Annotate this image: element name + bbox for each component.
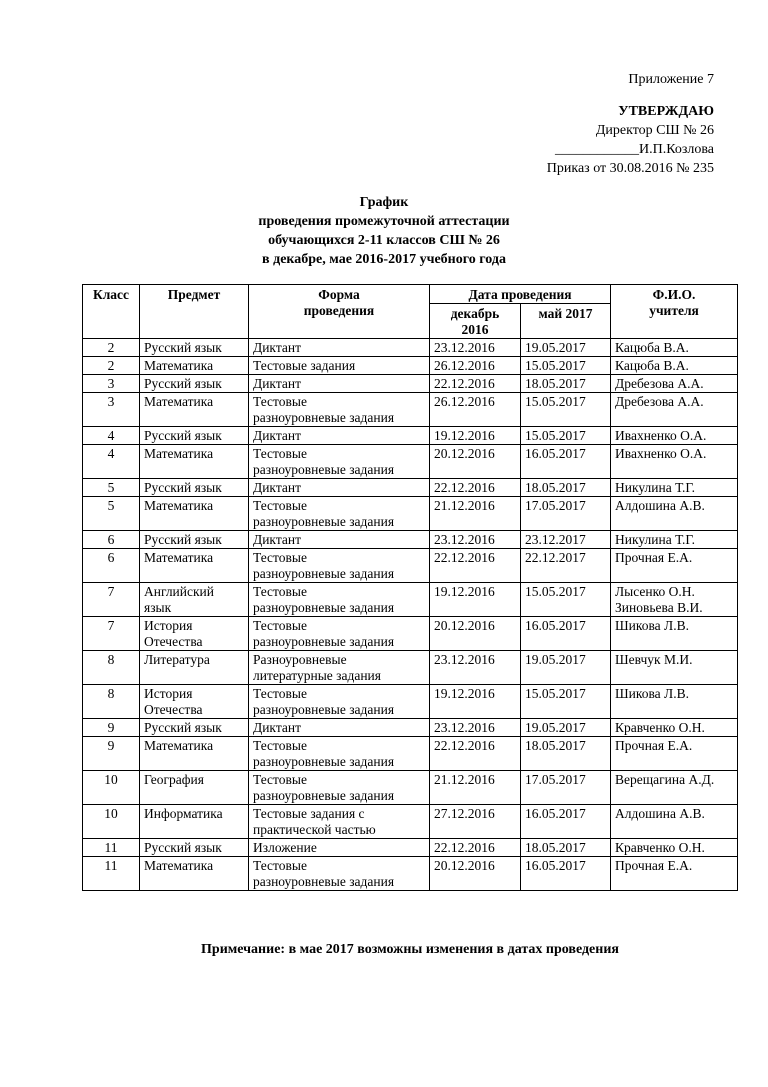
cell-december-date: 23.12.2016	[430, 339, 521, 357]
cell-grade: 7	[83, 583, 140, 617]
cell-may-date: 19.05.2017	[521, 651, 611, 685]
header-form: Форма проведения	[249, 285, 430, 339]
cell-may-date: 15.05.2017	[521, 583, 611, 617]
cell-teacher: Шикова Л.В.	[611, 617, 738, 651]
cell-may-date: 16.05.2017	[521, 617, 611, 651]
cell-form: Тестовые задания с практической частью	[249, 805, 430, 839]
cell-teacher: Алдошина А.В.	[611, 497, 738, 531]
title-line-2: проведения промежуточной аттестации	[258, 214, 510, 229]
cell-form: Тестовые разноуровневые задания	[249, 737, 430, 771]
table-row	[83, 839, 738, 857]
table-row	[83, 479, 738, 497]
cell-grade: 5	[83, 497, 140, 531]
cell-teacher: Никулина Т.Г.	[611, 479, 738, 497]
cell-teacher: Кацюба В.А.	[611, 357, 738, 375]
table-row	[83, 339, 738, 357]
cell-teacher: Прочная Е.А.	[611, 857, 738, 891]
header-class: Класс	[83, 285, 140, 339]
cell-december-date: 19.12.2016	[430, 685, 521, 719]
cell-teacher: Кацюба В.А.	[611, 339, 738, 357]
cell-teacher: Лысенко О.Н. Зиновьева В.И.	[611, 583, 738, 617]
cell-form: Диктант	[249, 531, 430, 549]
cell-grade: 7	[83, 617, 140, 651]
table-row	[83, 617, 738, 651]
cell-may-date: 19.05.2017	[521, 339, 611, 357]
footnote: Примечание: в мае 2017 возможны изменения в датах проведения	[201, 942, 619, 957]
cell-subject: Математика	[140, 445, 249, 479]
cell-subject: Литература	[140, 651, 249, 685]
cell-grade: 10	[83, 805, 140, 839]
table-row	[83, 375, 738, 393]
table-row	[83, 549, 738, 583]
cell-december-date: 26.12.2016	[430, 393, 521, 427]
cell-grade: 6	[83, 549, 140, 583]
cell-may-date: 23.12.2017	[521, 531, 611, 549]
cell-grade: 11	[83, 839, 140, 857]
cell-december-date: 23.12.2016	[430, 651, 521, 685]
cell-form: Диктант	[249, 479, 430, 497]
cell-december-date: 22.12.2016	[430, 839, 521, 857]
cell-subject: Русский язык	[140, 479, 249, 497]
cell-subject: География	[140, 771, 249, 805]
cell-form: Тестовые разноуровневые задания	[249, 685, 430, 719]
cell-form: Тестовые разноуровневые задания	[249, 583, 430, 617]
cell-teacher: Дребезова А.А.	[611, 375, 738, 393]
cell-form: Тестовые задания	[249, 357, 430, 375]
cell-may-date: 19.05.2017	[521, 719, 611, 737]
cell-may-date: 18.05.2017	[521, 737, 611, 771]
cell-grade: 9	[83, 737, 140, 771]
cell-may-date: 16.05.2017	[521, 857, 611, 891]
cell-subject: Математика	[140, 549, 249, 583]
header-subject: Предмет	[140, 285, 249, 339]
cell-may-date: 15.05.2017	[521, 393, 611, 427]
table-row	[83, 393, 738, 427]
cell-december-date: 22.12.2016	[430, 737, 521, 771]
cell-subject: Русский язык	[140, 375, 249, 393]
cell-december-date: 23.12.2016	[430, 719, 521, 737]
cell-december-date: 21.12.2016	[430, 771, 521, 805]
cell-teacher: Никулина Т.Г.	[611, 531, 738, 549]
cell-may-date: 18.05.2017	[521, 839, 611, 857]
cell-december-date: 19.12.2016	[430, 583, 521, 617]
cell-grade: 8	[83, 651, 140, 685]
table-row	[83, 583, 738, 617]
cell-teacher: Верещагина А.Д.	[611, 771, 738, 805]
cell-form: Диктант	[249, 339, 430, 357]
header-may: май 2017	[521, 304, 611, 339]
cell-may-date: 15.05.2017	[521, 357, 611, 375]
cell-subject: Информатика	[140, 805, 249, 839]
cell-form: Тестовые разноуровневые задания	[249, 549, 430, 583]
cell-december-date: 20.12.2016	[430, 617, 521, 651]
title-line-3: обучающихся 2-11 классов СШ № 26	[268, 233, 500, 248]
cell-subject: Математика	[140, 357, 249, 375]
cell-teacher: Ивахненко О.А.	[611, 445, 738, 479]
cell-december-date: 19.12.2016	[430, 427, 521, 445]
cell-subject: Русский язык	[140, 719, 249, 737]
cell-grade: 2	[83, 357, 140, 375]
cell-teacher: Дребезова А.А.	[611, 393, 738, 427]
cell-may-date: 17.05.2017	[521, 771, 611, 805]
table-row	[83, 805, 738, 839]
cell-subject: Русский язык	[140, 531, 249, 549]
table-row	[83, 357, 738, 375]
cell-form: Тестовые разноуровневые задания	[249, 617, 430, 651]
table-row	[83, 427, 738, 445]
cell-december-date: 21.12.2016	[430, 497, 521, 531]
cell-may-date: 17.05.2017	[521, 497, 611, 531]
header-december: декабрь 2016	[430, 304, 521, 339]
header-date: Дата проведения	[430, 285, 611, 304]
table-row	[83, 771, 738, 805]
cell-subject: Математика	[140, 497, 249, 531]
table-row	[83, 531, 738, 549]
cell-teacher: Кравченко О.Н.	[611, 719, 738, 737]
cell-may-date: 16.05.2017	[521, 805, 611, 839]
cell-form: Диктант	[249, 375, 430, 393]
cell-form: Изложение	[249, 839, 430, 857]
cell-grade: 8	[83, 685, 140, 719]
cell-grade: 4	[83, 445, 140, 479]
approval-header	[547, 70, 714, 178]
cell-grade: 4	[83, 427, 140, 445]
cell-teacher: Прочная Е.А.	[611, 737, 738, 771]
cell-grade: 10	[83, 771, 140, 805]
cell-subject: История Отечества	[140, 617, 249, 651]
cell-teacher: Шикова Л.В.	[611, 685, 738, 719]
cell-teacher: Прочная Е.А.	[611, 549, 738, 583]
cell-december-date: 20.12.2016	[430, 445, 521, 479]
approve-label: УТВЕРЖДАЮ	[618, 104, 714, 119]
cell-form: Тестовые разноуровневые задания	[249, 771, 430, 805]
cell-december-date: 22.12.2016	[430, 479, 521, 497]
cell-grade: 5	[83, 479, 140, 497]
table-row	[83, 651, 738, 685]
cell-december-date: 22.12.2016	[430, 549, 521, 583]
cell-form: Тестовые разноуровневые задания	[249, 857, 430, 891]
cell-december-date: 20.12.2016	[430, 857, 521, 891]
table-row	[83, 719, 738, 737]
cell-form: Разноуровневые литературные задания	[249, 651, 430, 685]
cell-may-date: 18.05.2017	[521, 375, 611, 393]
cell-may-date: 16.05.2017	[521, 445, 611, 479]
cell-teacher: Алдошина А.В.	[611, 805, 738, 839]
table-row	[83, 685, 738, 719]
cell-teacher: Шевчук М.И.	[611, 651, 738, 685]
schedule-body	[83, 339, 738, 891]
cell-form: Тестовые разноуровневые задания	[249, 497, 430, 531]
cell-subject: Русский язык	[140, 427, 249, 445]
schedule-table	[82, 284, 738, 891]
cell-form: Диктант	[249, 427, 430, 445]
cell-subject: История Отечества	[140, 685, 249, 719]
order-line: Приказ от 30.08.2016 № 235	[546, 161, 714, 176]
table-row	[83, 857, 738, 891]
director-line: Директор СШ № 26	[595, 123, 714, 138]
cell-subject: Математика	[140, 393, 249, 427]
cell-teacher: Кравченко О.Н.	[611, 839, 738, 857]
cell-subject: Математика	[140, 857, 249, 891]
table-row	[83, 737, 738, 771]
cell-subject: Математика	[140, 737, 249, 771]
cell-may-date: 15.05.2017	[521, 685, 611, 719]
cell-december-date: 27.12.2016	[430, 805, 521, 839]
cell-form: Диктант	[249, 719, 430, 737]
appendix-label: Приложение 7	[628, 72, 714, 87]
cell-grade: 2	[83, 339, 140, 357]
cell-teacher: Ивахненко О.А.	[611, 427, 738, 445]
cell-grade: 6	[83, 531, 140, 549]
cell-may-date: 18.05.2017	[521, 479, 611, 497]
cell-december-date: 23.12.2016	[430, 531, 521, 549]
cell-grade: 3	[83, 375, 140, 393]
cell-grade: 3	[83, 393, 140, 427]
title-line-4: в декабре, мае 2016-2017 учебного года	[262, 252, 506, 267]
cell-december-date: 22.12.2016	[430, 375, 521, 393]
signature-line: ____________И.П.Козлова	[554, 142, 714, 157]
cell-subject: Английский язык	[140, 583, 249, 617]
cell-form: Тестовые разноуровневые задания	[249, 445, 430, 479]
cell-subject: Русский язык	[140, 339, 249, 357]
cell-grade: 11	[83, 857, 140, 891]
cell-form: Тестовые разноуровневые задания	[249, 393, 430, 427]
table-row	[83, 497, 738, 531]
title-line-1: График	[359, 195, 409, 210]
cell-grade: 9	[83, 719, 140, 737]
cell-may-date: 15.05.2017	[521, 427, 611, 445]
header-teacher: Ф.И.О. учителя	[611, 285, 738, 339]
table-header-row	[83, 285, 738, 304]
cell-subject: Русский язык	[140, 839, 249, 857]
table-row	[83, 445, 738, 479]
document-title	[0, 193, 768, 269]
cell-may-date: 22.12.2017	[521, 549, 611, 583]
cell-december-date: 26.12.2016	[430, 357, 521, 375]
